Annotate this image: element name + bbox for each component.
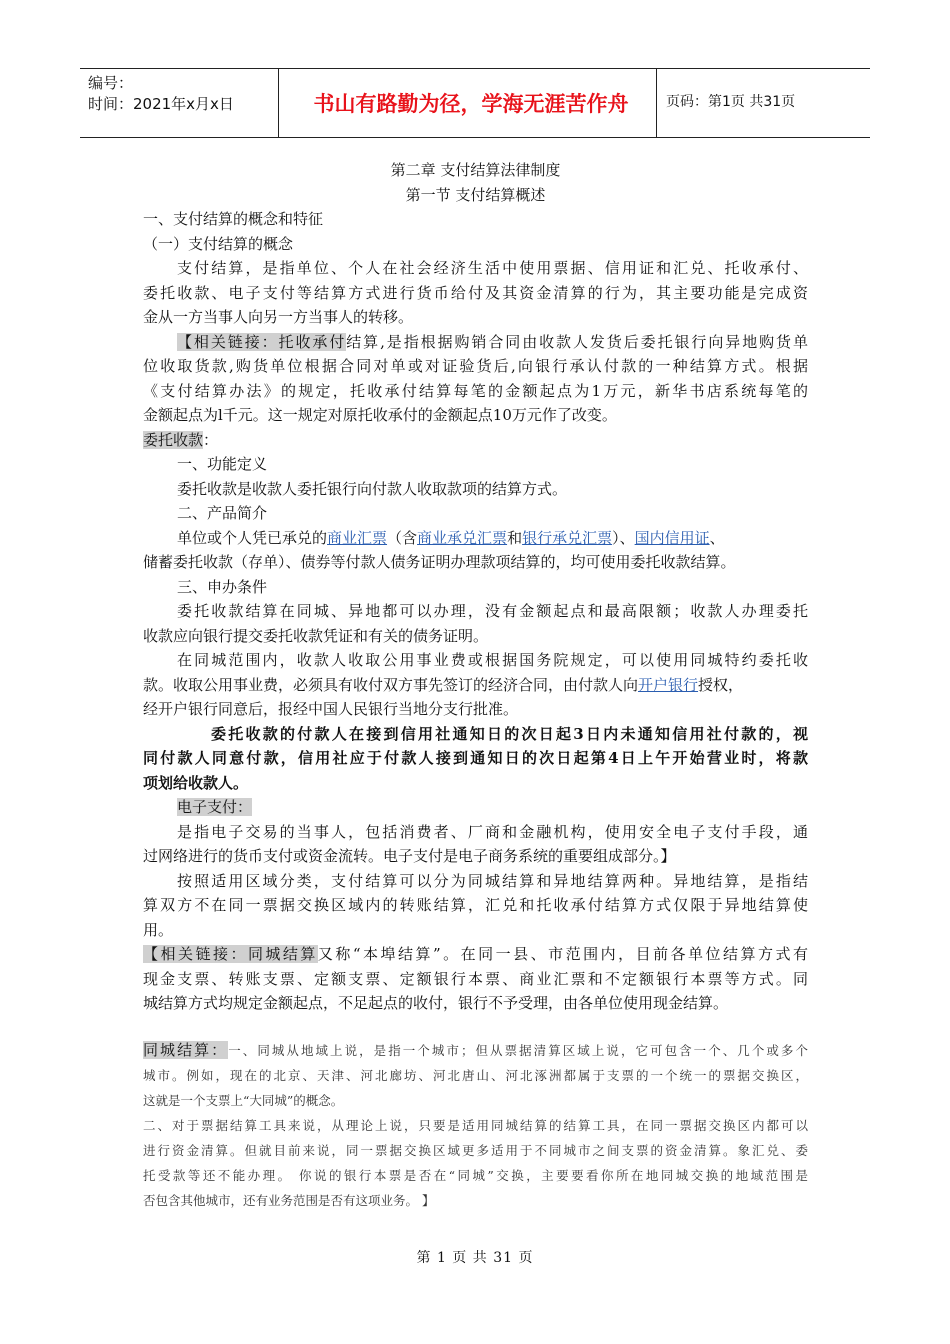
subheading: 二、产品简介: [177, 504, 268, 522]
header-divider: [656, 69, 657, 137]
paragraph-line: 过网络进行的货币支付或资金流转。电子支付是电子商务系统的重要组成部分。】: [143, 847, 676, 865]
subheading: 一、功能定义: [177, 455, 268, 473]
chapter-title: 第二章 支付结算法律制度: [390, 161, 561, 179]
note-line: 二、对于票据结算工具来说，从理论上说，只要是适用同城结算的结算工具，在同一票据交换区内都可以: [143, 1117, 808, 1133]
note-line: 同城结算：一、同城从地域上说，是指一个城市；但从票据清算区域上说，它可包含一个、几个或多个: [143, 1040, 808, 1059]
paragraph-line: 现金支票、转账支票、定额支票、定额银行本票、商业汇票和不定额银行本票等方式。同: [143, 969, 808, 988]
related-link-label: 【相关链接：同城结算: [143, 945, 318, 963]
paragraph-line: 委托收款结算在同城、异地都可以办理，没有金额起点和最高限额；收款人办理委托: [177, 602, 808, 620]
note-line: 否包含其他城市，还有业务范围是否有这项业务。 】: [143, 1192, 435, 1208]
header-motto: 书山有路勤为径，学海无涯苦作舟: [313, 92, 629, 116]
spacer: [143, 1016, 808, 1038]
same-city-settlement-label: 同城结算：: [143, 1040, 229, 1059]
document-body: [143, 158, 808, 1213]
bold-paragraph-line: 委托收款的付款人在接到信用社通知日的次日起3日内未通知信用社付款的，视: [211, 724, 808, 743]
link-opening-bank[interactable]: 开户银行: [638, 675, 699, 694]
note-line: 这就是一个支票上“大同城”的概念。: [143, 1092, 344, 1108]
note-line: 托受款等还不能办理。 你说的银行本票是否在“同城”交换，主要要看你所在地同城交换的地域范围是: [143, 1167, 808, 1183]
bold-paragraph-line: 项划给收款人。: [143, 773, 249, 792]
paragraph-line: 经开户银行同意后，报经中国人民银行当地分支行批准。: [143, 700, 519, 718]
paragraph-line: 是指电子交易的当事人，包括消费者、厂商和金融机构，使用安全电子支付手段，通: [177, 822, 808, 841]
page-footer: 第 1 页 共 31 页: [416, 1250, 534, 1266]
paragraph-line: 城结算方式均规定金额起点，不足起点的收付，银行不予受理，由各单位使用现金结算。: [143, 994, 729, 1012]
paragraph-line: 位收取货款,购货单位根据合同对单或对证验货后,向银行承认付款的一种结算方式。根据: [143, 357, 808, 375]
document-time-label: 时间：2021年x月x日: [88, 95, 234, 113]
note-line: 进行资金清算。但就目前来说，同一票据交换区域更多适用于不同城市之间支票的资金清算。象汇兑、委: [143, 1142, 808, 1158]
bold-paragraph-line: 同付款人同意付款，信用社应于付款人接到通知日的次日起第4日上午开始营业时，将款: [143, 749, 808, 767]
paragraph-line: 储蓄委托收款（存单）、债券等付款人债务证明办理款项结算的，均可使用委托收款结算。: [143, 553, 736, 571]
note-line: 城市。例如，现在的北京、天津、河北廊坊、河北唐山、河北涿洲都属于支票的一个统一的票据交换区，: [143, 1067, 808, 1083]
related-link-line: 【相关链接：托收承付结算,是指根据购销合同由收款人发货后委托银行向异地购货单: [177, 332, 808, 351]
link-commercial-draft[interactable]: 商业汇票: [327, 528, 388, 547]
electronic-payment-heading: 电子支付：: [177, 798, 253, 816]
paragraph-line: 《支付结算办法》的规定，托收承付结算每笔的金额起点为1万元，新华书店系统每笔的: [143, 381, 808, 400]
subheading: 三、申办条件: [177, 577, 268, 596]
paragraph-line: 按照适用区域分类，支付结算可以分为同城结算和异地结算两种。异地结算，是指结: [177, 871, 808, 890]
related-link-label: 【相关链接：托收承付: [177, 332, 347, 351]
header-page-number: 页码：第1页 共31页: [666, 94, 796, 110]
paragraph-line: 算双方不在同一票据交换区域内的转账结算，汇兑和托收承付结算方式仅限于异地结算使: [143, 896, 808, 914]
paragraph-line: 委托收款、电子支付等结算方式进行货币给付及其资金清算的行为，其主要功能是完成资: [143, 283, 808, 302]
header-divider: [278, 69, 279, 137]
link-bank-acceptance-draft[interactable]: 银行承兑汇票: [522, 528, 613, 547]
heading-2: （一）支付结算的概念: [143, 234, 294, 253]
paragraph-line: 款。收取公用事业费，必须具有收付双方事先签订的经济合同，由付款人向开户银行授权，: [143, 675, 744, 694]
document-number-label: 编号：: [88, 74, 134, 92]
link-commercial-acceptance-draft[interactable]: 商业承兑汇票: [417, 528, 508, 547]
paragraph-line: 用。: [143, 920, 174, 939]
heading-1: 一、支付结算的概念和特征: [143, 210, 324, 228]
section-title: 第一节 支付结算概述: [405, 185, 546, 204]
paragraph-line: 金额起点为l千元。这一规定对原托收承付的金额起点10万元作了改变。: [143, 406, 617, 424]
paragraph-line: 收款应向银行提交委托收款凭证和有关的债务证明。: [143, 626, 489, 645]
entrusted-collection-heading: 委托收款：: [143, 430, 219, 449]
paragraph-line: 委托收款是收款人委托银行向付款人收取款项的结算方式。: [177, 479, 568, 498]
paragraph-line: 在同城范围内，收款人收取公用事业费或根据国务院规定，可以使用同城特约委托收: [177, 651, 808, 669]
page-header: [80, 68, 870, 138]
header-meta: [88, 73, 278, 115]
paragraph-line: 支付结算，是指单位、个人在社会经济生活中使用票据、信用证和汇兑、托收承付、: [177, 259, 808, 277]
paragraph-line: 单位或个人凭已承兑的商业汇票（含商业承兑汇票和银行承兑汇票）、国内信用证、: [177, 528, 725, 547]
related-link-line: 【相关链接：同城结算又称“本埠结算”。在同一县、市范围内，目前各单位结算方式有: [143, 945, 808, 963]
paragraph-line: 金从一方当事人向另一方当事人的转移。: [143, 308, 414, 326]
link-domestic-letter-of-credit[interactable]: 国内信用证: [634, 528, 710, 547]
